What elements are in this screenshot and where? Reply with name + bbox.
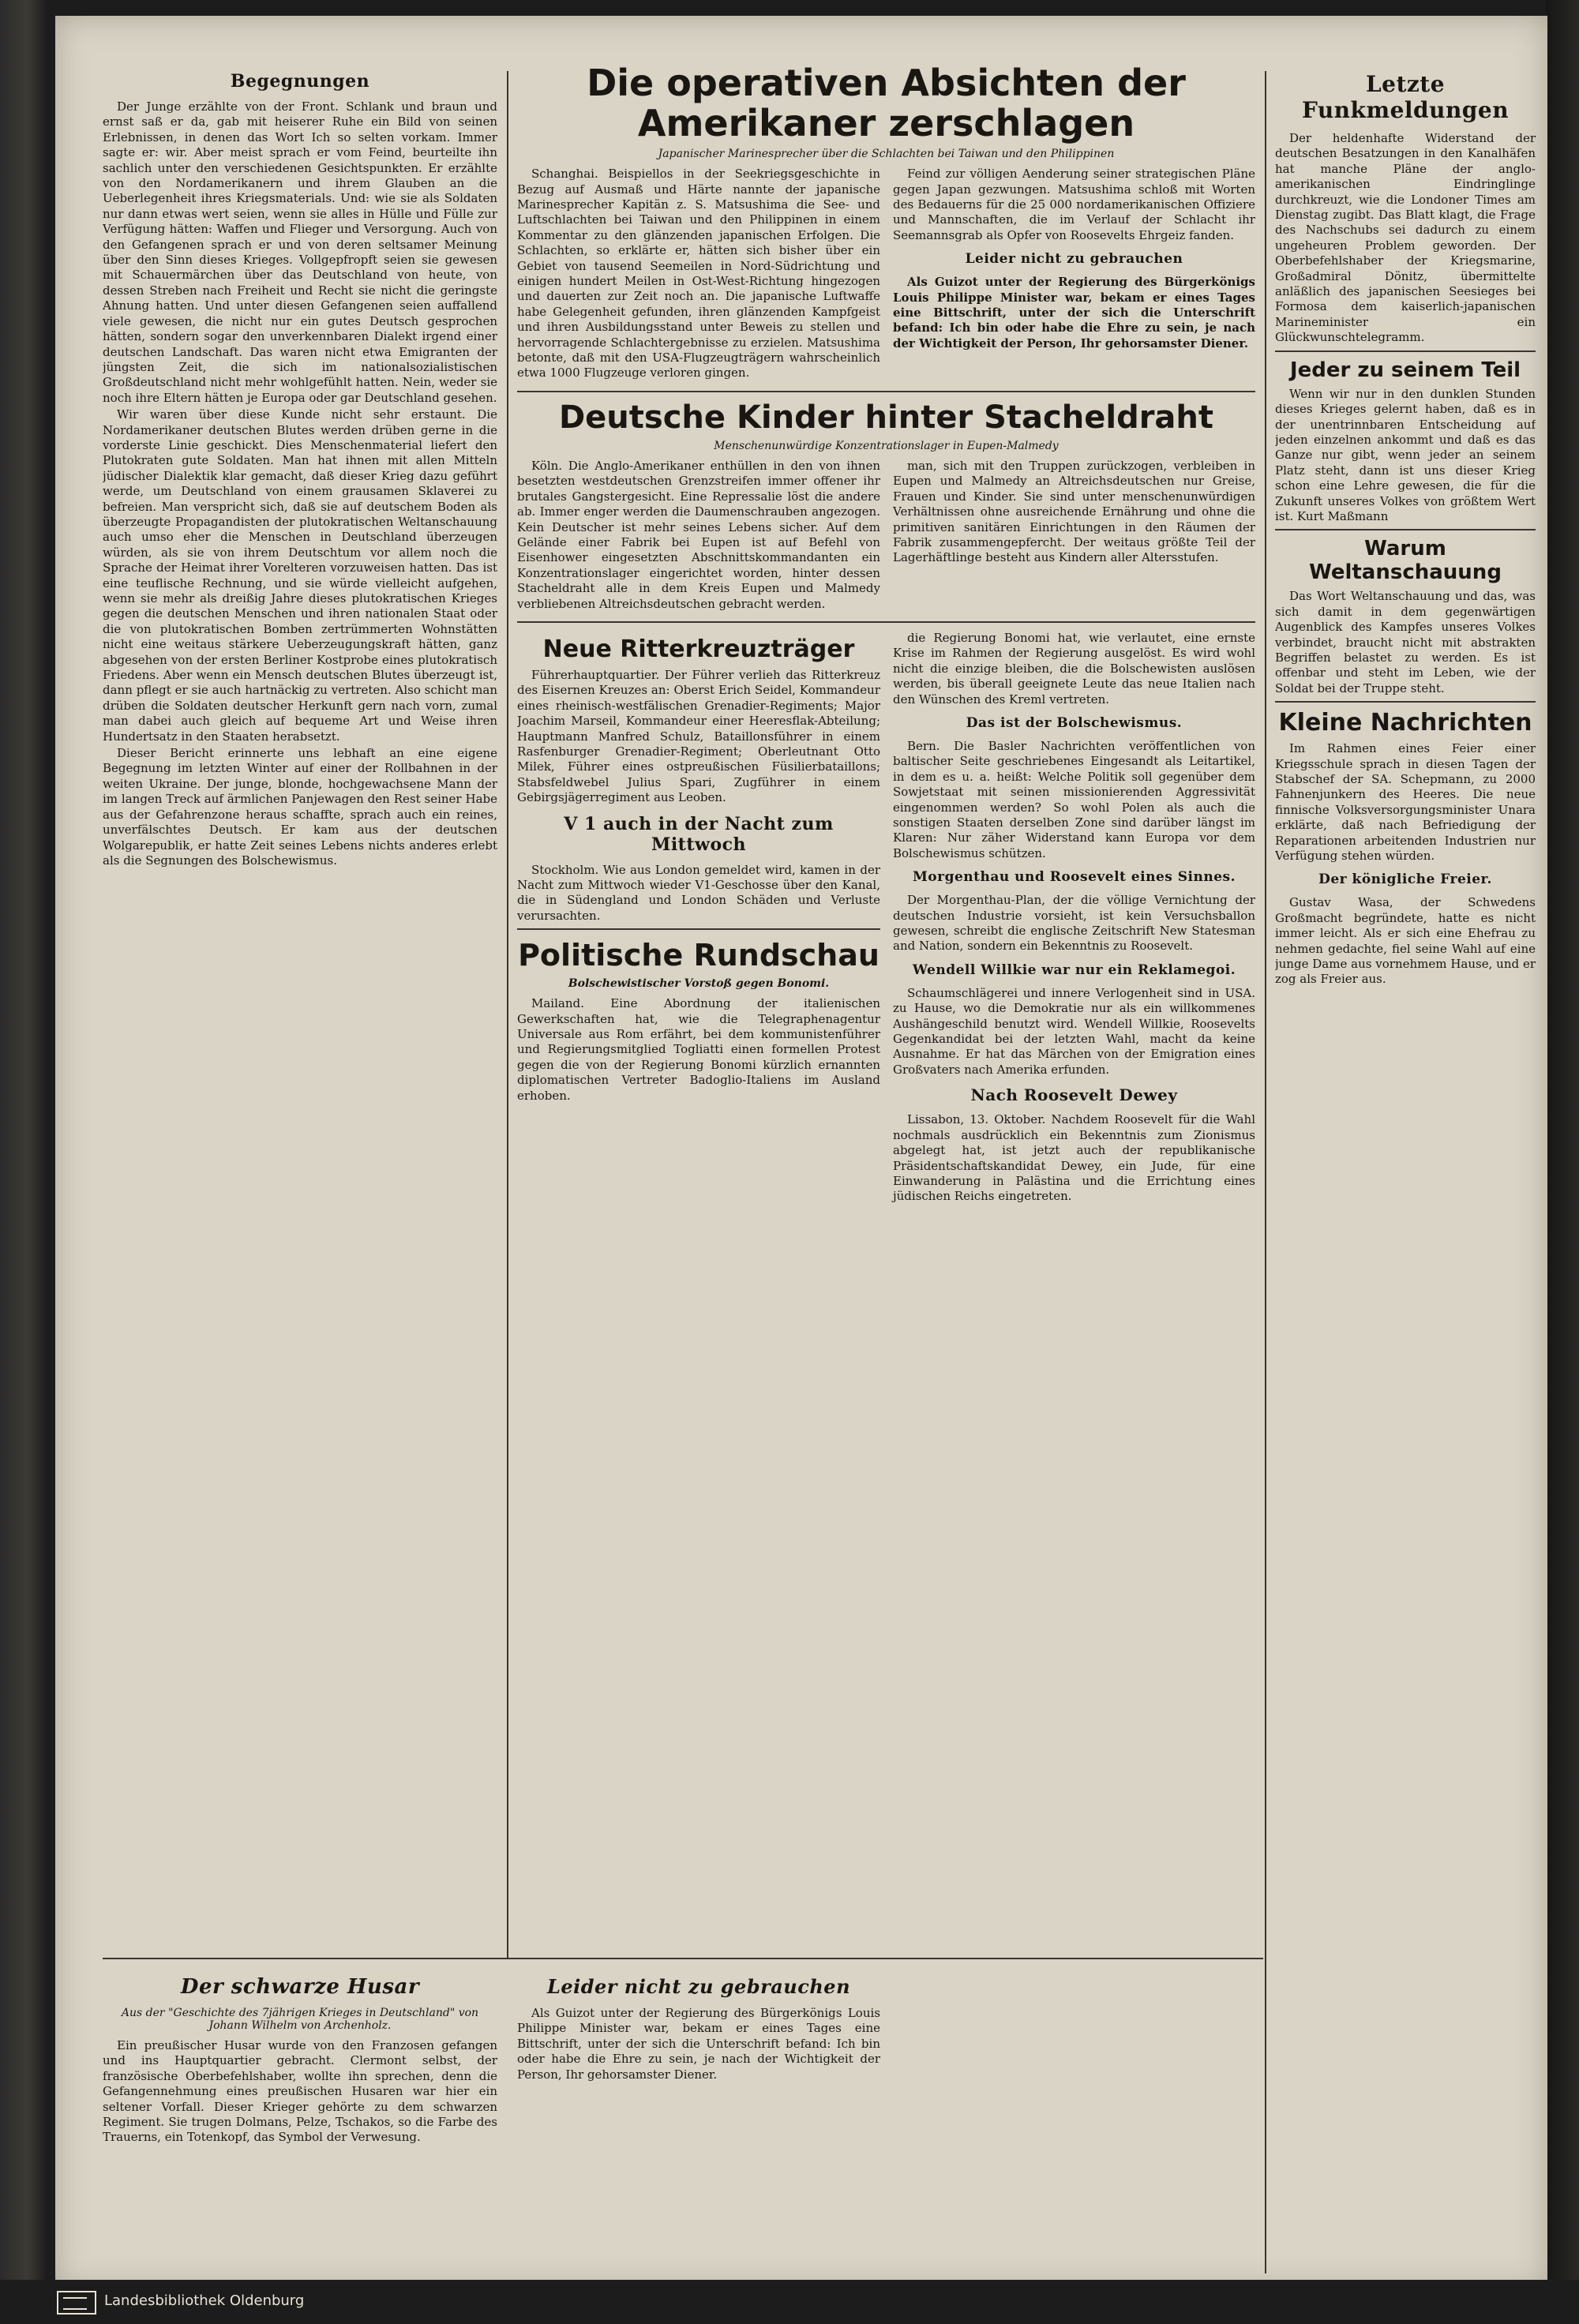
- box-title-gesamtverluste: Leider nicht zu gebrauchen: [965, 251, 1183, 268]
- library-footer: [0, 2280, 1579, 2324]
- library-logo-icon: [57, 2291, 96, 2315]
- column-2: [517, 63, 1255, 1954]
- headline-v1: V 1 auch in der Nacht zum Mittwoch: [564, 813, 834, 855]
- headline-subtitle: Japanischer Marinesprecher über die Schlachten bei Taiwan und den Philippinen: [658, 148, 1115, 161]
- paragraph: Wenn wir nur in den dunklen Stunden dieses Krieges gelernt haben, daß es in der unentrinnbaren Entscheidung auf jeden einzelnen ankommt und daß es das Ganze nur gibt, wenn jeder an seinem Platz steht, dann ist uns dieser Krieg schon eine Lehre gewesen, die für die Zukunft unseres Volkes von größtem Wert ist. Kurt Maßmann: [1275, 386, 1536, 523]
- box-leider-nicht: [517, 1967, 880, 2267]
- headline-kleine-nachrichten: Kleine Nachrichten: [1275, 701, 1536, 737]
- library-credit: Landesbibliothek Oldenburg: [104, 2292, 305, 2309]
- paragraph: Führerhauptquartier. Der Führer verlieh das Ritterkreuz des Eisernen Kreuzes an: Oberst Erich Seidel, Kommandeur eines rheinisch-westfälischen Grenadier-Regiments; Major Joachim Marseil, Kommandeur einer Heeresflak-Abteilung; Hauptmann Manfred Schulz, Bataillonsführer in einem Rasfenburger Grenadier-Regiment; Oberleutnant Otto Milek, Führer eines ostpreußischen Füsilierbataillons; Stabsfeldwebel Julius Spari, Zugführer in einem Gebirgsjägerregiment aus Leoben.: [517, 667, 880, 805]
- paragraph: Im Rahmen eines Feier einer Kriegsschule sprach in diesen Tagen der Stabschef der SA. Schepmann, zu 2000 Fahnenjunkern des Heeres. Die neue finnische Volksversorgungsminister Unara erklärte, daß nach Befriedigung der Reparationen arbeitenden Industrien nur Verfügung stehen würden.: [1275, 741, 1536, 864]
- paragraph: Lissabon, 13. Oktober. Nachdem Roosevelt für die Wahl nochmals ausdrücklich ein Bekenntnis zum Zionismus abgelegt hat, ist jetzt auch der republikanische Präsidentschaftskandidat Dewey, ein Jude, für eine Einwanderung in Palästina und die Errichtung eines jüdischen Reichs eingetreten.: [893, 1112, 1255, 1204]
- section-divider: [517, 391, 1255, 392]
- paragraph: Gustav Wasa, der Schwedens Großmacht begründete, hatte es nicht immer leicht. Als er sich eine Ehefrau zu nehmen gedachte, fiel seine Wahl auf eine junge Dame aus vornehmem Hause, und er zog als Freier aus.: [1275, 895, 1536, 987]
- paragraph: Feind zur völligen Aenderung seiner strategischen Pläne gegen Japan gezwungen. Matsushima schloß mit Worten des Bedauerns für die 25 000 nordamerikanischen Offiziere und Mannschaften, die im Verlauf der Schlacht ihr Seemannsgrab als Opfer von Roosevelts Ehrgeiz fanden.: [893, 167, 1255, 242]
- headline-jeder-zu-seinem-teil: Jeder zu seinem Teil: [1275, 350, 1536, 382]
- paragraph: Schanghai. Beispiellos in der Seekriegsgeschichte in Bezug auf Ausmaß und Härte nannte der japanische Marinesprecher Kapitän z. S. Matsushima die See- und Luftschlachten bei Taiwan und den Philippinen in einem Kommentar zu den glänzenden japanischen Erfolgen. Die Schlachten, so erklärte er, hätten sich bisher über ein Gebiet von tausend Seemeilen in Nord-Südrichtung und einigen hundert Meilen in Ost-West-Richtung hingezogen und dauerten zur Zeit noch an. Die japanische Luftwaffe habe Gelegenheit gefunden, ihren glänzenden Kampfgeist und ihren Ausbildungsstand unter Beweis zu stellen und hervorragende Schlachtergebnisse zu erzielen. Matsushima betonte, daß mit den USA-Flugzeugträgern wahrscheinlich etwa 1000 Flugzeuge verloren gingen.: [517, 167, 880, 380]
- paragraph: man, sich mit den Truppen zurückzogen, verbleiben in Eupen und Malmedy an Altreichsdeutschen nur Greise, Frauen und Kinder. Sie sind unter menschenunwürdigen Verhältnissen ohne ausreichende Ernährung und ohne die primitiven sanitären Einrichtungen in den Räumen der Fabrik zusammengepfercht. Der weitaus größte Teil der Lagerhäftlinge besteht aus Kindern aller Altersstufen.: [893, 458, 1255, 565]
- paragraph: Der Morgenthau-Plan, der die völlige Vernichtung der deutschen Industrie vorsieht, ist kein Versuchsballon gewesen, schreibt die englische Zeitschrift New Statesman and Nation, sondern ein Bekenntnis zu Roosevelt.: [893, 893, 1255, 954]
- headline-dewey: Nach Roosevelt Dewey: [970, 1085, 1178, 1105]
- headline-koeniglicher-freier: Der königliche Freier.: [1318, 872, 1492, 888]
- headline-operative-absichten: Die operativen Absichten der Amerikaner zerschlagen: [587, 63, 1186, 144]
- article-title-begegnungen: Begegnungen: [230, 71, 370, 92]
- headline-funkmeldungen: Letzte Funkmeldungen: [1301, 71, 1510, 123]
- column-4: [1275, 63, 1536, 2266]
- paragraph: Schaumschlägerei und innere Verlogenheit sind in USA. zu Hause, wo die Demokratie nur als ein willkommenes Aushängeschild benutzt wird. Wendell Willkie, Roosevelts Gegenkandidat bei der letzten Wahl, macht da keine Ausnahme. Er hat das Märchen von der Emigration eines Großvaters nach Amerika erfunden.: [893, 985, 1255, 1077]
- section-divider: [103, 1958, 1263, 1959]
- scan-right-edge: [1546, 0, 1579, 2324]
- headline-politische-rundschau: Politische Rundschau: [517, 928, 880, 973]
- paragraph: Das Wort Weltanschauung und das, was sich damit in dem gegenwärtigen Augenblick des Kampfes unseres Volkes verbindet, braucht nicht mit abstrakten Begriffen belastet zu werden. Es ist offenbar und steht im Leben, wie der Soldat bei der Truppe steht.: [1275, 589, 1536, 695]
- box-schwarze-husar: [103, 1967, 497, 2267]
- article-body-begegnungen: [103, 99, 497, 868]
- headline-deutsche-kinder: Deutsche Kinder hinter Stacheldraht: [558, 399, 1214, 436]
- headline-bolschewismus: Das ist der Bolschewismus.: [966, 714, 1183, 731]
- headline-morgenthau: Morgenthau und Roosevelt eines Sinnes.: [912, 869, 1236, 886]
- paragraph: Als Guizot unter der Regierung des Bürgerkönigs Louis Philippe Minister war, bekam er eines Tages eine Bittschrift, unter der sich die Unterschrift befand: Ich bin oder habe die Ehre zu sein, je nach der Wichtigkeit der Person, Ihr gehorsamster Diener.: [517, 2006, 880, 2082]
- headline-subtitle: Menschenunwürdige Konzentrationslager in Eupen-Malmedy: [714, 439, 1059, 452]
- paragraph: Der Junge erzählte von der Front. Schlank und braun und ernst saß er da, gab mit heiserer Ruhe ein Bild von seinen Erlebnissen, in denen das Wort Ich so selten vorkam. Immer sagte er: wir. Aber meist sprach er vom Feind, beurteilte ihn sachlich unter den verschiedenen Gesichtspunkten. Er erzählte von den Nordamerikanern und ihrem Glauben an die Ueberlegenheit ihres Kriegsmaterials. Und: wie sie als Soldaten nur dann etwas wert seien, wenn sie alles in Hülle und Fülle zur Verfügung hätten: Waffen und Flieger und Versorgung. Auch von den Gefangenen sprach er und von deren seltsamer Meinung über den Sinn dieses Krieges. Vollgepfropft seien sie gewesen mit Schauermärchen über das Deutschland von heute, von dessen Streben nach Freiheit und Recht sie nicht die geringste Ahnung hatten. Und unter diesen Gefangenen seien auffallend viele gewesen, die nicht nur ein gutes Deutsch gesprochen hätten, sondern sogar den unverkennbaren Dialekt irgend einer deutschen Landschaft. Das waren nicht etwa Emigranten der jüngsten Zeit, die sich im nationalsozialistischen Großdeutschland nicht mehr wohlgefühlt hatten. Nein, weder sie noch ihre Eltern hätten je Europa oder gar Deutschland gesehen.: [103, 99, 497, 405]
- paragraph: Bern. Die Basler Nachrichten veröffentlichen von baltischer Seite geschriebenes Eingesandt als Leitartikel, in dem es u. a. heißt: Welche Politik soll gegenüber dem Sowjetstaat mit seinen missionierenden Aggressivität eingenommen werden? So wohl Polen als auch die sonstigen Staaten derselben Zone sind darüber längst im Klaren: Nur zäher Widerstand kann Europa vor dem Bolschewismus schützen.: [893, 738, 1255, 860]
- column-rule: [1265, 71, 1266, 2273]
- headline-warum-weltanschauung: Warum Weltanschauung: [1275, 529, 1536, 584]
- column-1: [103, 63, 497, 1942]
- section-divider: [517, 621, 1255, 623]
- paragraph: Als Guizot unter der Regierung des Bürgerkönigs Louis Philippe Minister war, bekam er eines Tages eine Bittschrift, unter der sich die Unterschrift befand: Ich bin oder habe die Ehre zu sein, je nach der Wichtigkeit der Person, Ihr gehorsamster Diener.: [893, 275, 1255, 350]
- scan-left-edge: [0, 0, 46, 2324]
- headline-ritterkreuztraeger: Neue Ritterkreuzträger: [542, 635, 855, 663]
- paragraph: Wir waren über diese Kunde nicht sehr erstaunt. Die Nordamerikaner deutschen Blutes werden drüben gerne in die vorderste Linie geschickt. Dies Menschenmaterial liefert den Plutokraten gute Soldaten. Man hat ihnen mit allen Mitteln jüdischer Dialektik klar gemacht, daß dieser Krieg dazu geführt werde, um Deutschland von einem grausamen Sklaverei zu befreien. Man verspricht sich, daß sie auf deutschem Boden als überzeugte Propagandisten der plutokratischen Weltanschauung auch umso eher die Menschen in Deutschland überzeugen würden, als sie von ihrem Deutschtum vor allem noch die Sprache der Heimat ihrer Vorelteren vorzuweisen hatten. Das ist eine teuflische Rechnung, und sie würde vielleicht aufgehen, wenn sie mehr als dreißig Jahre dieses plutokratischen Krieges gegen die deutschen Menschen und ihren nationalen Staat oder die von plutokratischen Bomben zertrümmerten Wohnstätten nicht eine weitaus stärkere Ueberzeugungskraft hätten, ganz abgesehen von der ersten Berliner Kostprobe eines plutokratisch Friedens. Aber wenn ein Mensch deutschen Blutes überzeugt ist, dann pflegt er sie auch hartnäckig zu vertreten. Also schicht man drüben die Soldaten deutscher Herkunft gern nach vorn, zumal man dabei auch gleich auf bequeme Art und Weise ihren Hundertsatz in den Staaten herabsetzt.: [103, 407, 497, 744]
- paragraph: Der heldenhafte Widerstand der deutschen Besatzungen in den Kanalhäfen hat manche Pläne der anglo-amerikanischen Eindringlinge durchkreuzt, wie die Londoner Times am Dienstag zugibt. Das Blatt klagt, die Frage des Nachschubs sei dadurch zu einem ungeheuren Problem geworden. Der Oberbefehlshaber der Kriegsmarine, Großadmiral Dönitz, übermittelte anläßlich des japanischen Seesieges bei Formosa dem kaiserlich-japanischen Marineminister ein Glückwunschtelegramm.: [1275, 131, 1536, 345]
- paragraph: Köln. Die Anglo-Amerikaner enthüllen in den von ihnen besetzten westdeutschen Grenzstreifen immer offener ihr brutales Gangstergesicht. Eine Repressalie löst die andere ab. Immer enger werden die Daumenschrauben angezogen. Kein Deutscher ist mehr seines Lebens sicher. Auf dem Gelände einer Fabrik bei Eupen ist auf Befehl von Eisenhower eingesetzten Abschnittskommandanten ein Konzentrationslager eingerichtet worden, hinter dessen Stacheldraht alle in dem Kreis Eupen und Malmedy verbliebenen Altreichsdeutschen gebracht werden.: [517, 458, 880, 611]
- paragraph: Dieser Bericht erinnerte uns lebhaft an eine eigene Begegnung im letzten Winter auf einer der Rollbahnen in der weiten Ukraine. Der junge, blonde, hochgewachsene Mann der im langen Treck auf ärmlichen Panjewagen den Rest seiner Habe aus der Gefahrenzone heraus schaffte, sprach auch ein reines, unverfälschtes Deutsch. Er kam aus der deutschen Wolgarepublik, er hatte Zeit seines Lebens nichts anderes erlebt als die Segnungen des Bolschewismus.: [103, 746, 497, 868]
- paragraph: Stockholm. Wie aus London gemeldet wird, kamen in der Nacht zum Mittwoch wieder V1-Geschosse über den Kanal, die in Südengland und London Schäden und Verluste verursachten.: [517, 862, 880, 923]
- article-title-leider-nicht: Leider nicht zu gebrauchen: [546, 1975, 851, 1998]
- article-title-schwarze-husar: Der schwarze Husar: [180, 1975, 420, 1999]
- article-subtitle: Aus der "Geschichte des 7jährigen Krieges in Deutschland" von Johann Wilhelm von Archenholz.: [121, 2007, 479, 2032]
- headline-willkie: Wendell Willkie war nur ein Reklamegoi.: [912, 961, 1236, 978]
- paragraph: die Regierung Bonomi hat, wie verlautet, eine ernste Krise im Rahmen der Regierung ausgelöst. Es wird wohl nicht die einzige bleiben, die die Bolschewisten auslösen werden, bis überall geeignete Leute das neue Italien nach den Wünschen des Kreml vertreten.: [893, 630, 1255, 707]
- paragraph: Ein preußischer Husar wurde von den Franzosen gefangen und ins Hauptquartier gebracht. Clermont selbst, der französische Oberbefehlshaber, wollte ihn sprechen, denn die Gefangennehmung eines preußischen Husaren war hier ein seltener Vorfall. Dieser Krieger gehörte zu dem schwarzen Regiment. Sie trugen Dolmans, Pelze, Tschakos, so die Farbe des Trauerns, ein Totenkopf, das Symbol der Verwesung.: [103, 2038, 497, 2145]
- newspaper-page: [55, 16, 1547, 2289]
- headline-subtitle: Bolschewistischer Vorstoß gegen Bonomi.: [568, 977, 830, 991]
- column-rule: [507, 71, 508, 1958]
- paragraph: Mailand. Eine Abordnung der italienischen Gewerkschaften hat, wie die Telegraphenagentur Universale aus Rom erfährt, bei dem kommunistenführer und Regierungsmitglied Togliatti einen formellen Protest gegen die von der Regierung Bonomi kürzlich ernannten diplomatischen Vertreter Badoglio-Italiens im Ausland erhoben.: [517, 996, 880, 1103]
